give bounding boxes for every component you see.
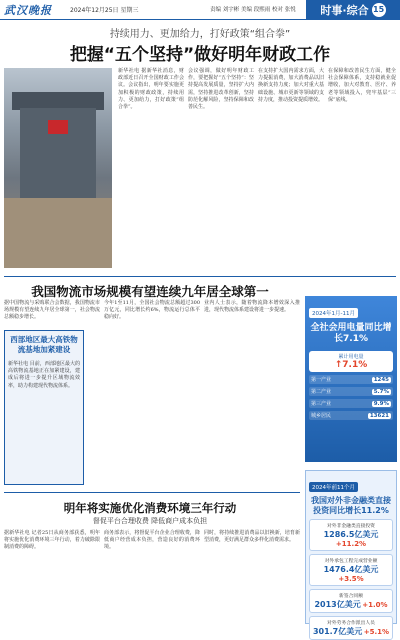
row-value: 13621 [369,412,389,419]
story3-column-2: 商务部表示，将督促平台企业合理收费，降低商户经营成本负担，营造良好的消费环境。 [104,530,200,551]
row-label: 第二产业 [311,389,332,395]
story1-column-3: 在支持扩大国内需求方面，大力提振消费，加大消费品以旧换新支持力度；加大对重大基础设施、城市更新等领域的支持力度，推动投资提质增效。 [258,68,324,103]
story2-lead: 据中国物流与采购联合会数据，我国物流市场规模有望连续九年居全球第一，社会物流总额稳步增长。 [4,300,100,321]
story1-headline: 把握“五个坚持”做好明年财政工作 [69,45,331,65]
card-value: 1476.4亿美元 [323,565,379,574]
card-label: 对外承包工程完成营业额 [324,559,378,564]
info1-stat [309,351,393,372]
info1-row [309,399,393,408]
story2-sidebar-box [4,330,84,485]
info2-card [309,616,393,640]
info1-row [309,375,393,384]
section-divider [4,276,396,277]
section-header [306,0,400,19]
info1-date: 2024年1月-11月 [309,308,358,318]
story1-column-4: 在保障和改善民生方面，健全社会保障体系，支持稳就业促增收，加大对教育、医疗、养老等领域投入，兜牢基层“三保”底线。 [328,68,396,103]
card-percent: +5.1% [363,628,390,636]
info2-card [309,554,393,586]
row-value: 1245 [373,376,389,383]
story2-column-2: 今年1至11月，全国社会物流总额超过300万亿元，同比增长约6%，物流运行总体平稳向好。 [104,300,200,321]
story3-column-3: 同时，将持续推进消费品以旧换新，培育新型消费，更好满足群众多样化消费需求。 [204,530,300,544]
electricity-infographic [305,296,397,462]
paper-logo: 武汉晚报 [4,4,52,17]
row-value: 9.9% [373,400,389,407]
story3-headline: 明年将实施优化消费环境三年行动 [63,501,237,515]
card-percent: +3.5% [338,575,364,583]
card-percent: +1.0% [362,601,388,609]
investment-infographic [305,470,397,636]
story3-column-1: 据新华社电 记者25日从商务部获悉，明年将实施优化消费环境三年行动，着力破除限制消费的障碍。 [4,530,100,551]
info2-card [309,519,393,551]
story1-kicker: 持续用力、更加给力，打好政策“组合拳” [109,29,291,40]
story2-column-3: 业内人士表示，随着物流降本增效深入推进，现代物流体系建设将进一步提速。 [204,300,300,314]
row-label: 第一产业 [311,377,332,383]
info1-stat-label: 累计用电量 [338,354,364,360]
story1-column-2: 会议强调，做好明年财政工作，要把握好“五个坚持”：坚持提高发展质量，坚持扩大内需，坚持推进改革创新，坚持防范化解风险，坚持保障和改善民生。 [188,68,254,111]
card-label: 新签合同额 [339,594,363,599]
sidebar-title: 西部地区最大高铁物流基地加紧建设 [10,335,78,354]
info2-date: 2024年前11个月 [309,482,358,492]
issue-date: 2024年12月25日 星期三 [70,7,139,14]
info2-title: 我国对外非金融类直接投资同比增长11.2% [311,496,391,515]
editor-credits: 责编 刘宇彬 美编 段熙雨 校对 张悦 [210,7,296,13]
card-label: 对外非金融类直接投资 [327,524,375,529]
sidebar-text: 新华社电 目前，西部地区最大的高铁物流基地正在加紧建设，建成后将进一步提升区域物流效率，助力构建现代物流体系。 [8,361,80,389]
row-label: 第三产业 [311,401,332,407]
row-label: 城乡居民 [311,413,332,419]
info1-stat-value: ↑7.1% [334,360,368,370]
card-value: 1286.5亿美元 [323,530,379,539]
card-label: 对外劳务合作派出人员 [327,621,375,626]
card-percent: +11.2% [335,540,367,548]
section-divider [4,492,300,493]
info1-row [309,387,393,396]
info1-title: 全社会用电量同比增长7.1% [310,323,392,344]
section-title: 时事·综合 [320,3,369,17]
page-number-badge: 15 [372,3,386,17]
card-value: 301.7亿美元 [312,627,363,636]
story3-subhead: 督促平台合理收费 降低商户成本负担 [92,517,208,525]
row-value: 5.7% [373,388,389,395]
story1-column-1: 新华社电 据新华社消息，财政部近日召开全国财政工作会议。会议指出，明年要实施更加积极的财政政策，持续用力、更加给力，打好政策“组合拳”。 [118,68,184,111]
info1-row [309,411,393,420]
card-value: 2013亿美元 [314,600,361,609]
info2-card [309,589,393,613]
story2-headline: 我国物流市场规模有望连续九年居全球第一 [31,284,269,299]
story1-photo [4,68,112,268]
